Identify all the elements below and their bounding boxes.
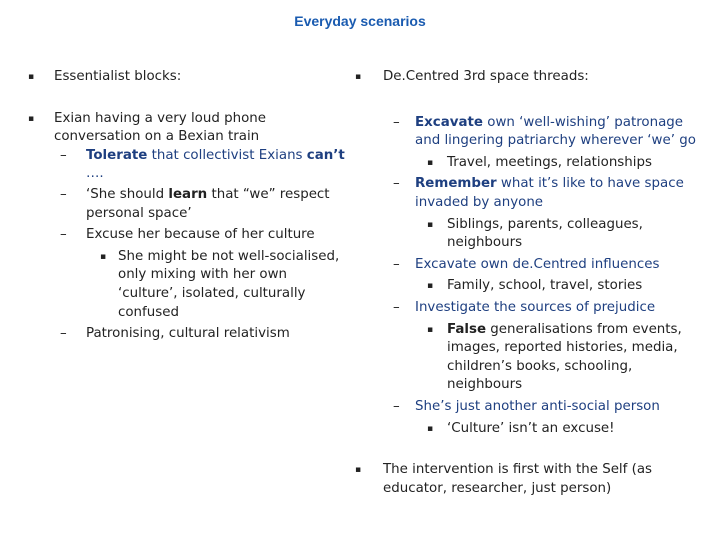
dash-item <box>355 299 700 318</box>
bullet-item <box>355 461 700 498</box>
sub-bullet-text: Travel, meetings, relationships <box>447 154 652 170</box>
dash-text: ‘She should learn that “we” respect personal space’ <box>86 186 330 221</box>
sub-bullet-item <box>355 154 700 173</box>
right-column <box>355 68 700 498</box>
bullet-icon: ▪ <box>427 324 434 335</box>
sub-bullet-item <box>28 248 348 322</box>
bullet-icon: ▪ <box>427 157 434 168</box>
page-title: Everyday scenarios <box>294 13 426 29</box>
dash-icon: – <box>393 256 400 272</box>
left-column <box>28 68 348 344</box>
sub-bullet-item <box>355 216 700 253</box>
dash-item <box>355 114 700 151</box>
dash-icon: – <box>393 398 400 414</box>
bullet-text: De.Centred 3rd space threads: <box>383 69 589 84</box>
dash-item <box>28 226 348 245</box>
bullet-item <box>28 68 348 87</box>
bullet-item <box>355 68 700 87</box>
bullet-icon: ▪ <box>427 281 434 292</box>
bullet-icon: ▪ <box>28 72 35 82</box>
sub-bullet-text: Siblings, parents, colleagues, neighbours <box>447 216 643 251</box>
dash-text: Excuse her because of her culture <box>86 227 315 243</box>
bullet-text: The intervention is first with the Self (as educator, researcher, just person) <box>383 462 653 496</box>
dash-text: She’s just another anti-social person <box>415 398 660 414</box>
dash-text: Investigate the sources of prejudice <box>415 299 656 315</box>
bullet-icon: ▪ <box>28 113 35 124</box>
bullet-icon: ▪ <box>427 219 434 230</box>
dash-icon: – <box>60 227 67 243</box>
bullet-icon: ▪ <box>100 251 107 262</box>
bullet-icon: ▪ <box>427 423 434 434</box>
dash-text: Patronising, cultural relativism <box>86 326 290 342</box>
sub-bullet-text: She might be not well-socialised, only mixing with her own ‘culture’, isolated, culturally confused <box>118 248 340 320</box>
dash-item <box>355 175 700 212</box>
sub-bullet-text: Family, school, travel, stories <box>447 278 643 294</box>
sub-bullet-item <box>355 321 700 395</box>
dash-item <box>28 186 348 223</box>
dash-item <box>355 398 700 417</box>
dash-icon: – <box>393 299 400 315</box>
dash-text: Excavate own ‘well-wishing’ patronage and lingering patriarchy wherever ‘we’ go <box>415 114 696 149</box>
bullet-icon: ▪ <box>355 465 362 476</box>
dash-text: Excavate own de.Centred influences <box>415 256 660 272</box>
bullet-text: Exian having a very loud phone conversation on a Bexian train <box>54 110 267 145</box>
dash-text: Remember what it’s like to have space invaded by anyone <box>415 176 684 210</box>
dash-icon: – <box>60 147 67 163</box>
dash-item <box>355 256 700 275</box>
dash-item <box>28 147 348 184</box>
bullet-item <box>28 110 348 147</box>
sub-bullet-text: ‘Culture’ isn’t an excuse! <box>447 420 615 436</box>
sub-bullet-item <box>355 420 700 439</box>
dash-icon: – <box>60 186 67 202</box>
dash-text: Tolerate that collectivist Exians can’t …. <box>86 147 345 182</box>
sub-bullet-item <box>355 277 700 296</box>
dash-icon: – <box>393 176 400 192</box>
dash-icon: – <box>60 326 67 342</box>
dash-icon: – <box>393 114 400 130</box>
bullet-icon: ▪ <box>355 72 362 82</box>
dash-item <box>28 325 348 344</box>
bullet-text: Essentialist blocks: <box>54 69 182 84</box>
sub-bullet-text: False generalisations from events, images, reported histories, media, children’s books, schooling, neighbours <box>447 321 682 393</box>
